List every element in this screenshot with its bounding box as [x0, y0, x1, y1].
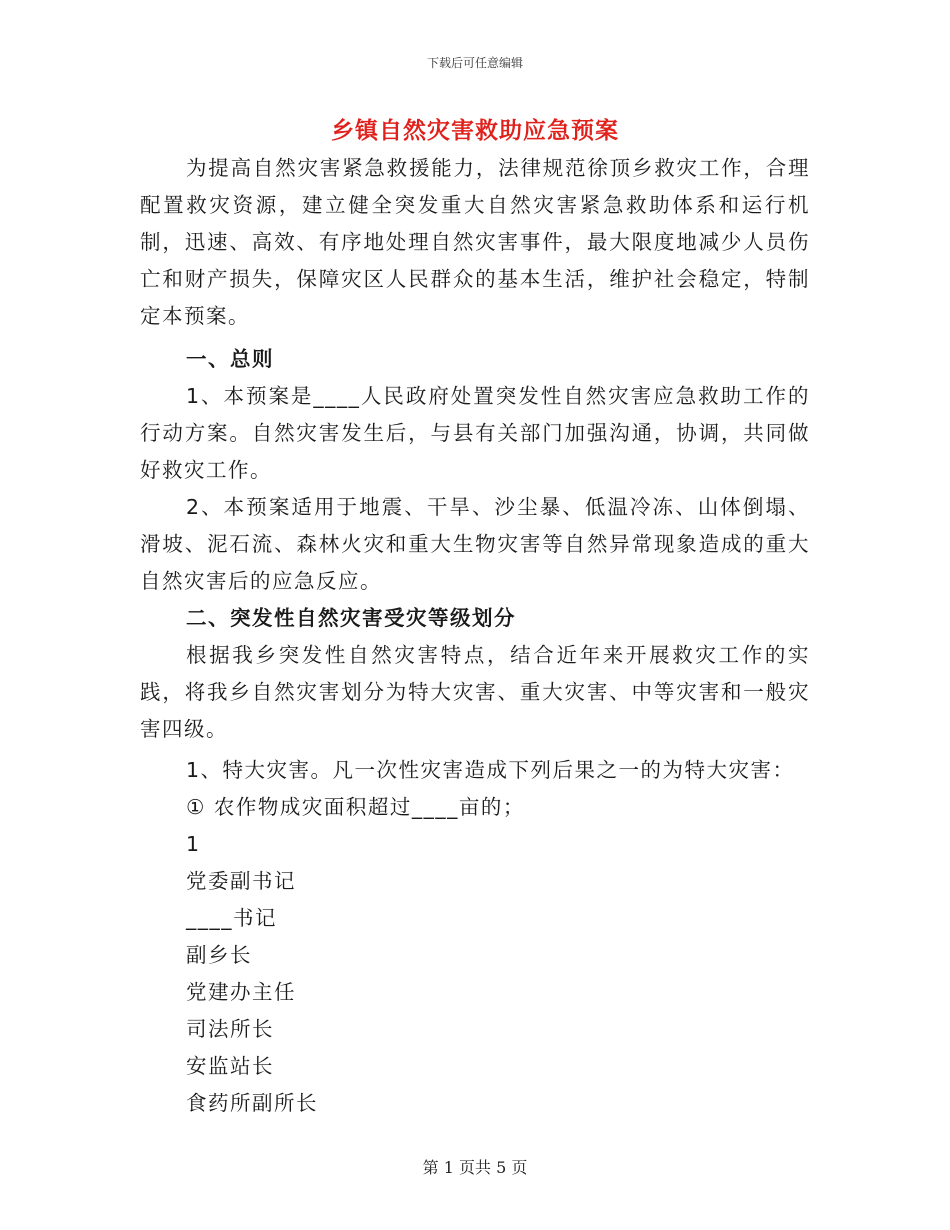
list-line: ____书记: [186, 906, 277, 930]
list-line: 党委副书记: [186, 869, 296, 893]
paragraph-4: 1、特大灾害。凡一次性灾害造成下列后果之一的为特大灾害：: [186, 758, 795, 782]
document-body: [140, 150, 810, 1122]
paragraph-2: 2、本预案适用于地震、干旱、沙尘暴、低温冷冻、山体倒塌、滑坡、泥石流、森林火灾和重大生物灾害等自然异常现象造成的重大自然灾害后的应急反应。: [140, 495, 810, 593]
list-line: 食药所副所长: [186, 1091, 318, 1115]
document-title: 乡镇自然灾害救助应急预案: [331, 118, 619, 144]
page-footer: 第 1 页共 5 页: [422, 1158, 528, 1177]
section-heading-general: 一、总则: [186, 347, 274, 371]
list-line: 安监站长: [186, 1054, 274, 1078]
intro-paragraph: 为提高自然灾害紧急救援能力，法律规范徐顶乡救灾工作，合理配置救灾资源，建立健全突发重大自然灾害紧急救助体系和运行机制，迅速、高效、有序地处理自然灾害事件，最大限度地减少人员伤亡和财产损失，保障灾区人民群众的基本生活，维护社会稳定，特制定本预案。: [140, 156, 810, 328]
paragraph-5: ① 农作物成灾面积超过____亩的；: [186, 795, 525, 819]
header-note: 下载后可任意编辑: [426, 56, 523, 70]
list-line: 司法所长: [186, 1017, 274, 1041]
list-line: 1: [186, 832, 201, 856]
section-heading-levels: 二、突发性自然灾害受灾等级划分: [186, 606, 516, 630]
list-line: 副乡长: [186, 943, 252, 967]
list-line: 党建办主任: [186, 980, 296, 1004]
paragraph-3: 根据我乡突发性自然灾害特点，结合近年来开展救灾工作的实践，将我乡自然灾害划分为特大灾害、重大灾害、中等灾害和一般灾害四级。: [140, 643, 810, 741]
paragraph-1: 1、本预案是____人民政府处置突发性自然灾害应急救助工作的行动方案。自然灾害发生后，与县有关部门加强沟通，协调，共同做好救灾工作。: [140, 384, 810, 482]
